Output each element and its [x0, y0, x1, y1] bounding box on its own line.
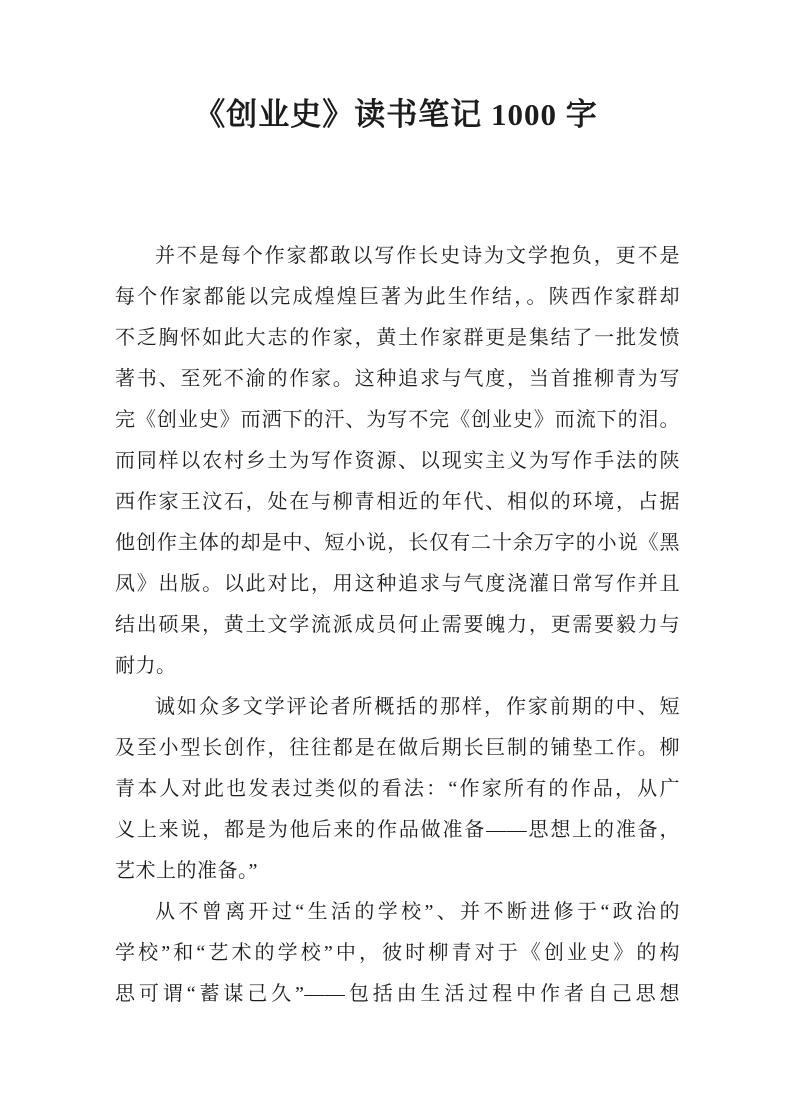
text-line: 著书、至死不渝的作家。这种追求与气度，当首推柳青为写 — [115, 368, 680, 390]
text-line: 及至小型长创作，往往都是在做后期长巨制的铺垫工作。柳 — [115, 737, 680, 759]
paragraph — [115, 236, 680, 687]
text-line: 思可谓“蓄谋己久”——包括由生活过程中作者自己思想 — [115, 983, 680, 1005]
text-line: 他创作主体的却是中、短小说，长仅有二十余万字的小说《黑 — [115, 532, 680, 554]
text-line: 并不是每个作家都敢以写作长史诗为文学抱负，更不是 — [155, 245, 680, 267]
text-line: 不乏胸怀如此大志的作家，黄土作家群更是集结了一批发愤 — [115, 327, 680, 349]
text-line: 西作家王汶石，处在与柳青相近的年代、相似的环境，占据 — [115, 491, 680, 513]
paragraph — [115, 892, 680, 1015]
text-line: 青本人对此也发表过类似的看法：“作家所有的作品，从广 — [115, 778, 680, 800]
text-line: 完《创业史》而洒下的汗、为写不完《创业史》而流下的泪。 — [115, 409, 680, 431]
text-line: 艺术上的准备。” — [115, 860, 258, 882]
text-line: 耐力。 — [115, 655, 177, 677]
text-line: 学校”和“艺术的学校”中，彼时柳青对于《创业史》的构 — [115, 942, 680, 964]
text-line: 凤》出版。以此对比，用这种追求与气度浇灌日常写作并且 — [115, 573, 680, 595]
text-line: 每个作家都能以完成煌煌巨著为此生作结，。陕西作家群却 — [115, 286, 680, 308]
paragraph — [115, 687, 680, 892]
text-line: 义上来说，都是为他后来的作品做准备——思想上的准备， — [115, 819, 680, 841]
text-line: 诚如众多文学评论者所概括的那样，作家前期的中、短 — [155, 696, 680, 718]
text-line: 而同样以农村乡土为写作资源、以现实主义为写作手法的陕 — [115, 450, 680, 472]
document-title: 《创业史》读书笔记 1000 字 — [194, 97, 598, 132]
text-line: 结出硕果，黄土文学流派成员何止需要魄力，更需要毅力与 — [115, 614, 680, 636]
document-body — [115, 236, 680, 1015]
text-line: 从不曾离开过“生活的学校”、并不断进修于“政治的 — [155, 901, 680, 923]
